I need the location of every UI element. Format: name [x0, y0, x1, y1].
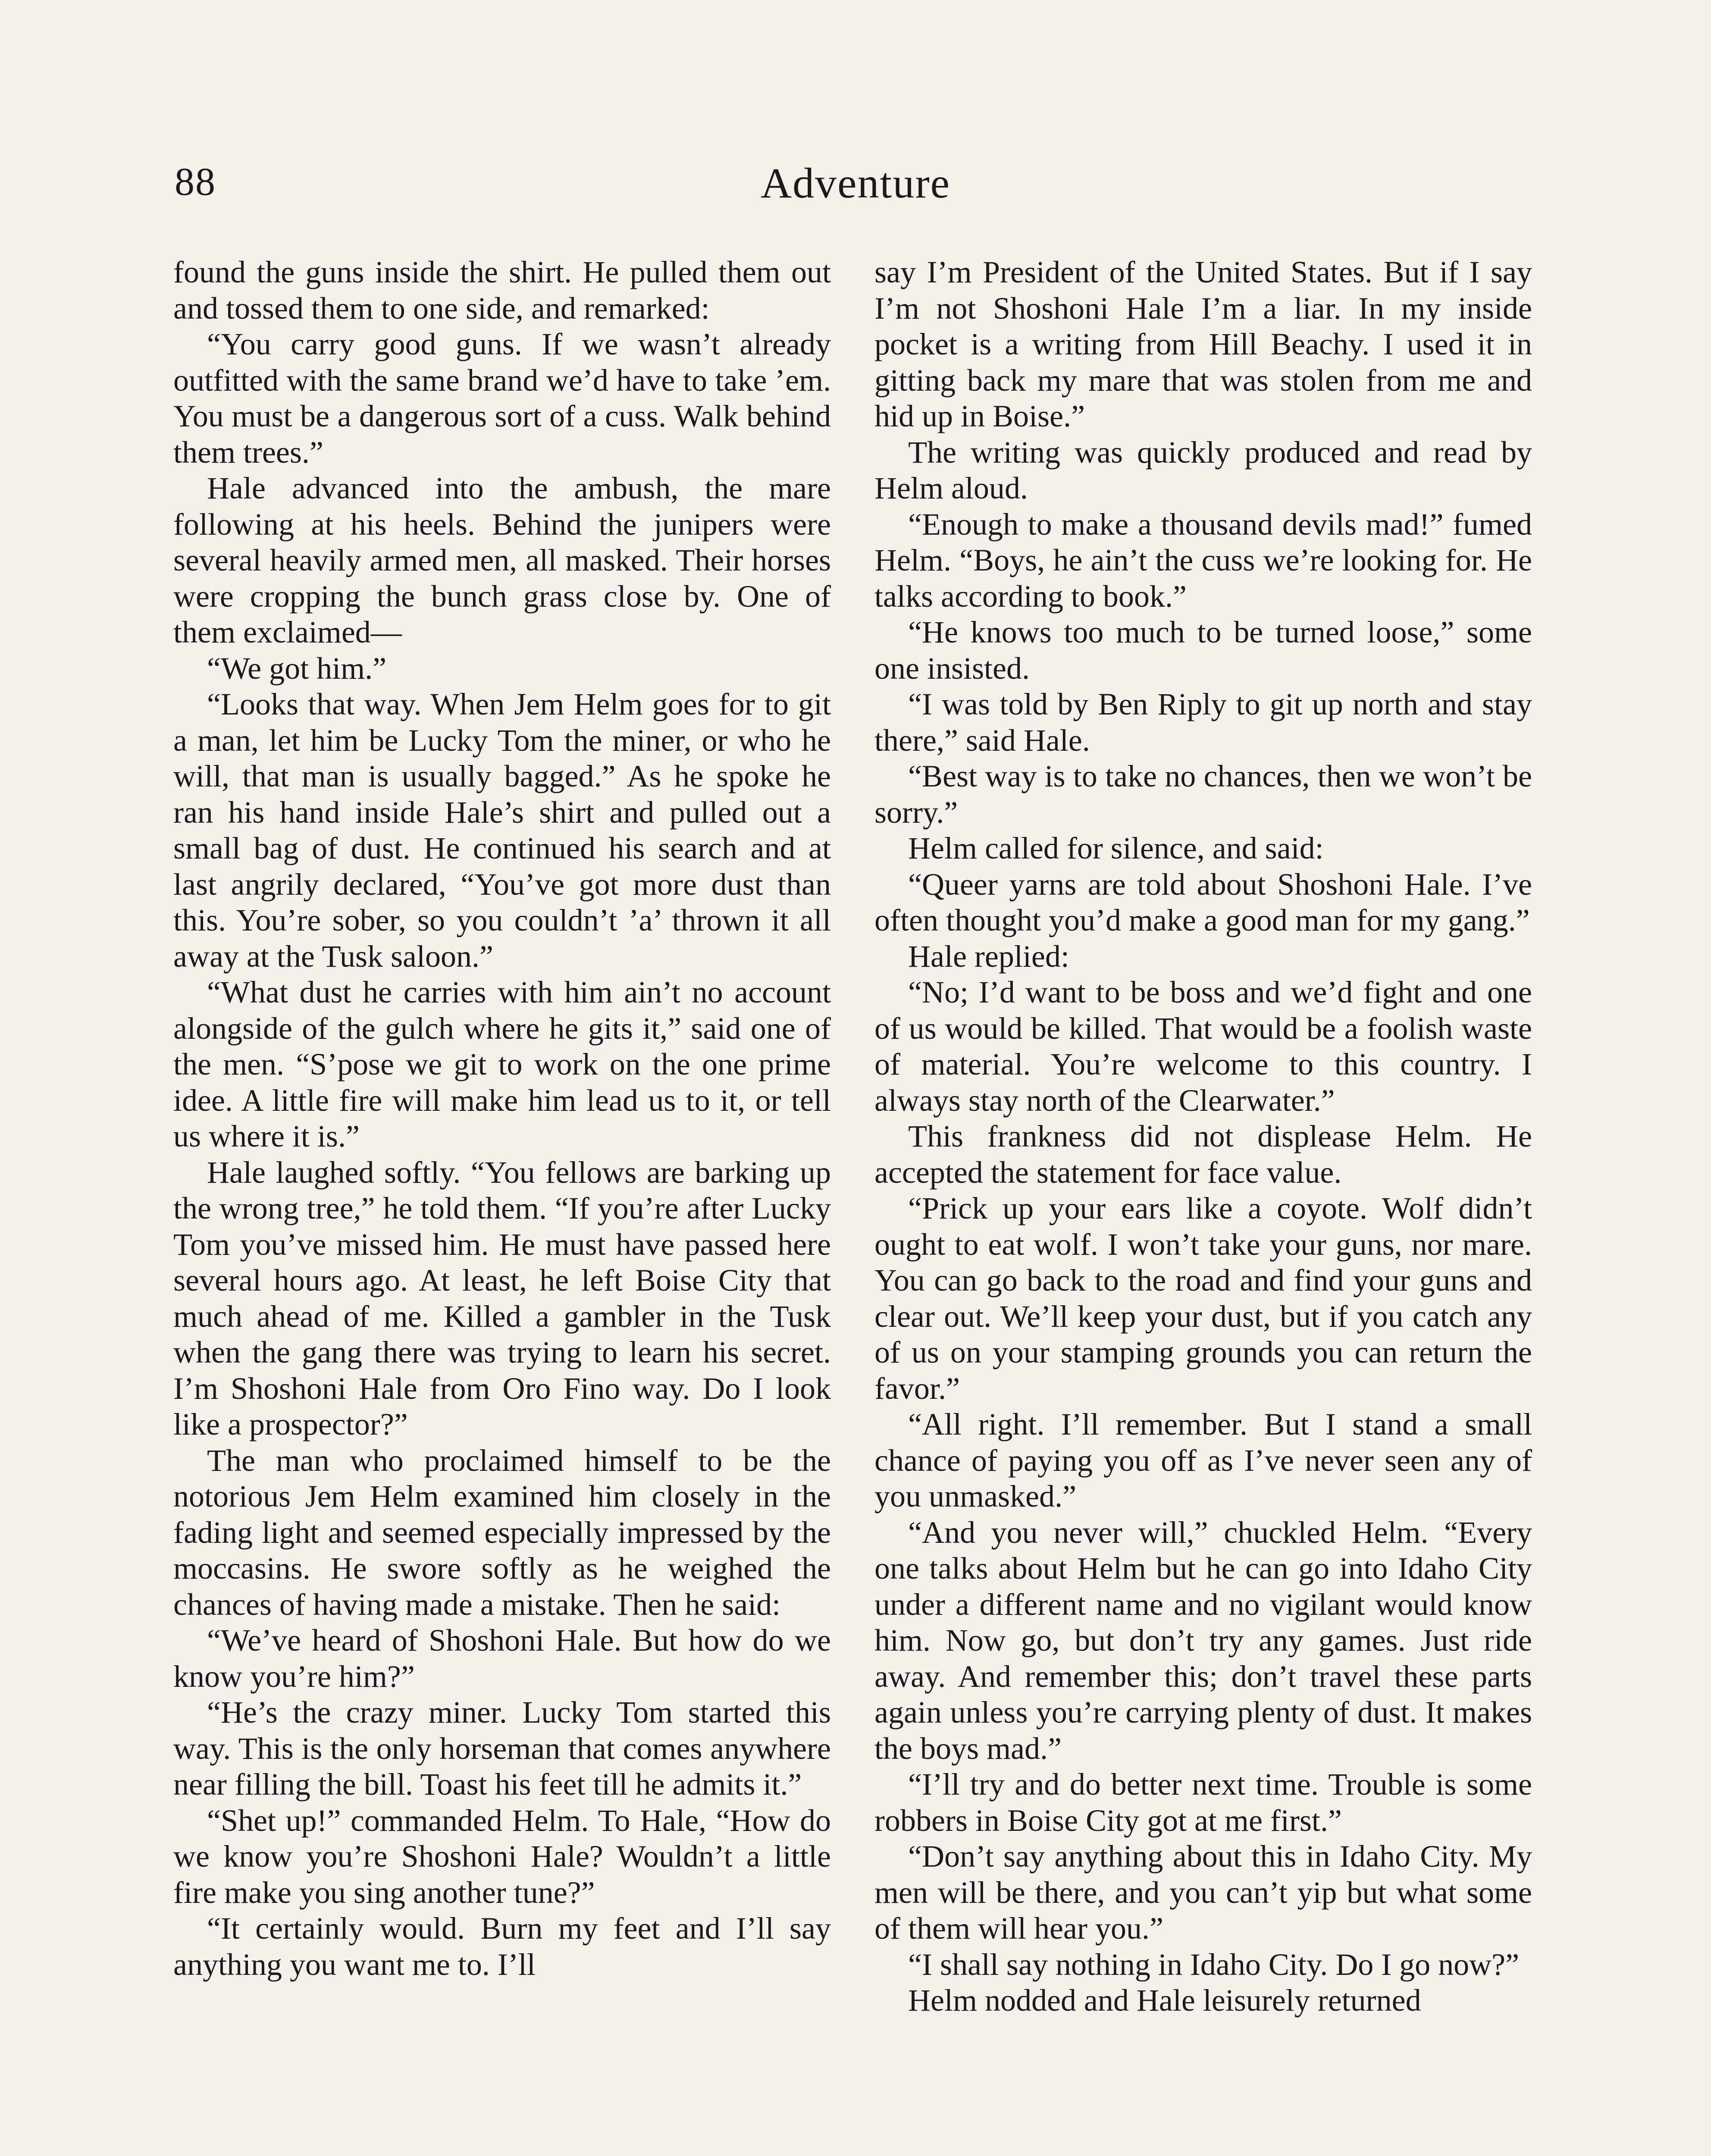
- paragraph: “Shet up!” commanded Helm. To Hale, “How do we know you’re Shoshoni Hale? Wouldn’t a little fire make you sing another tune?”: [173, 1803, 831, 1910]
- paragraph: Helm nodded and Hale leisurely returned: [908, 1983, 1421, 2018]
- paragraph: “Don’t say anything about this in Idaho City. My men will be there, and you can’t yip but what some of them will hear you.”: [874, 1839, 1532, 1946]
- paragraph: “All right. I’ll remember. But I stand a small chance of paying you off as I’ve never seen any of you unmasked.”: [874, 1407, 1532, 1514]
- paragraph: “I was told by Ben Riply to git up north and stay there,” said Hale.: [874, 687, 1532, 758]
- paragraph: Hale replied:: [908, 939, 1069, 974]
- paragraph: “Prick up your ears like a coyote. Wolf didn’t ought to eat wolf. I won’t take your guns, nor mare. You can go back to the road and find your guns and clear out. We’ll keep your dust, but if you catch any of us on your stamping grounds you can return the favor.”: [874, 1191, 1532, 1406]
- paragraph: “What dust he carries with him ain’t no account alongside of the gulch where he gits it,” said one of the men. “S’pose we git to work on the one prime idee. A little fire will make him lead us to it, or tell us where it is.”: [173, 975, 831, 1153]
- paragraph: Hale advanced into the ambush, the mare following at his heels. Behind the junipers were several heavily armed men, all masked. Their horses were cropping the bunch grass close by. One of them exclaimed—: [173, 471, 831, 649]
- paragraph: “He’s the crazy miner. Lucky Tom started this way. This is the only horseman that comes anywhere near filling the bill. Toast his feet till he admits it.”: [173, 1695, 831, 1802]
- paragraph: “I shall say nothing in Idaho City. Do I go now?”: [908, 1947, 1520, 1982]
- paragraph: “Best way is to take no chances, then we won’t be sorry.”: [874, 759, 1532, 830]
- paragraph: This frankness did not displease Helm. He accepted the statement for face value.: [874, 1119, 1532, 1190]
- paragraph: “It certainly would. Burn my feet and I’ll say anything you want me to. I’ll: [173, 1911, 831, 1982]
- paragraph: “Enough to make a thousand devils mad!” fumed Helm. “Boys, he ain’t the cuss we’re looking for. He talks according to book.”: [874, 507, 1532, 614]
- paragraph: found the guns inside the shirt. He pulled them out and tossed them to one side, and remarked:: [173, 255, 831, 326]
- paragraph: “Looks that way. When Jem Helm goes for to git a man, let him be Lucky Tom the miner, or who he will, that man is usually bagged.” As he spoke he ran his hand inside Hale’s shirt and pulled out a small bag of dust. He continued his search and at last angrily declared, “You’ve got more dust than this. You’re sober, so you couldn’t ’a’ thrown it all away at the Tusk saloon.”: [173, 687, 831, 974]
- paragraph: The writing was quickly produced and read by Helm aloud.: [874, 435, 1532, 505]
- running-title: Adventure: [760, 159, 951, 207]
- paragraph: “I’ll try and do better next time. Trouble is some robbers in Boise City got at me first.”: [874, 1767, 1532, 1838]
- text-column-left: [173, 254, 831, 1983]
- paragraph: “We got him.”: [207, 651, 387, 686]
- paragraph: Hale laughed softly. “You fellows are barking up the wrong tree,” he told them. “If you’re after Lucky Tom you’ve missed him. He must have passed here several hours ago. At least, he left Boise City that much ahead of me. Killed a gambler in the Tusk when the gang there was trying to learn his secret. I’m Shoshoni Hale from Oro Fino way. Do I look like a prospector?”: [173, 1155, 831, 1442]
- paragraph: Helm called for silence, and said:: [908, 831, 1324, 865]
- text-column-right: [874, 254, 1532, 2019]
- page-number: 88: [175, 160, 216, 204]
- paragraph: The man who proclaimed himself to be the notorious Jem Helm examined him closely in the fading light and seemed especially impressed by the moccasins. He swore softly as he weighed the chances of having made a mistake. Then he said:: [173, 1443, 831, 1622]
- paragraph: “Queer yarns are told about Shoshoni Hale. I’ve often thought you’d make a good man for my gang.”: [874, 867, 1532, 937]
- paragraph: “And you never will,” chuckled Helm. “Every one talks about Helm but he can go into Idaho City under a different name and no vigilant would know him. Now go, but don’t try any games. Just ride away. And remember this; don’t travel these parts again unless you’re carrying plenty of dust. It makes the boys mad.”: [874, 1515, 1532, 1766]
- paragraph: “He knows too much to be turned loose,” some one insisted.: [874, 615, 1532, 686]
- paragraph: “We’ve heard of Shoshoni Hale. But how do we know you’re him?”: [173, 1623, 831, 1694]
- paragraph: say I’m President of the United States. But if I say I’m not Shoshoni Hale I’m a liar. In my inside pocket is a writing from Hill Beachy. I used it in gitting back my mare that was stolen from me and hid up in Boise.”: [874, 255, 1532, 433]
- paragraph: “No; I’d want to be boss and we’d fight and one of us would be killed. That would be a foolish waste of material. You’re welcome to this country. I always stay north of the Clearwater.”: [874, 975, 1532, 1118]
- paragraph: “You carry good guns. If we wasn’t already outfitted with the same brand we’d have to take ’em. You must be a dangerous sort of a cuss. Walk behind them trees.”: [173, 327, 831, 470]
